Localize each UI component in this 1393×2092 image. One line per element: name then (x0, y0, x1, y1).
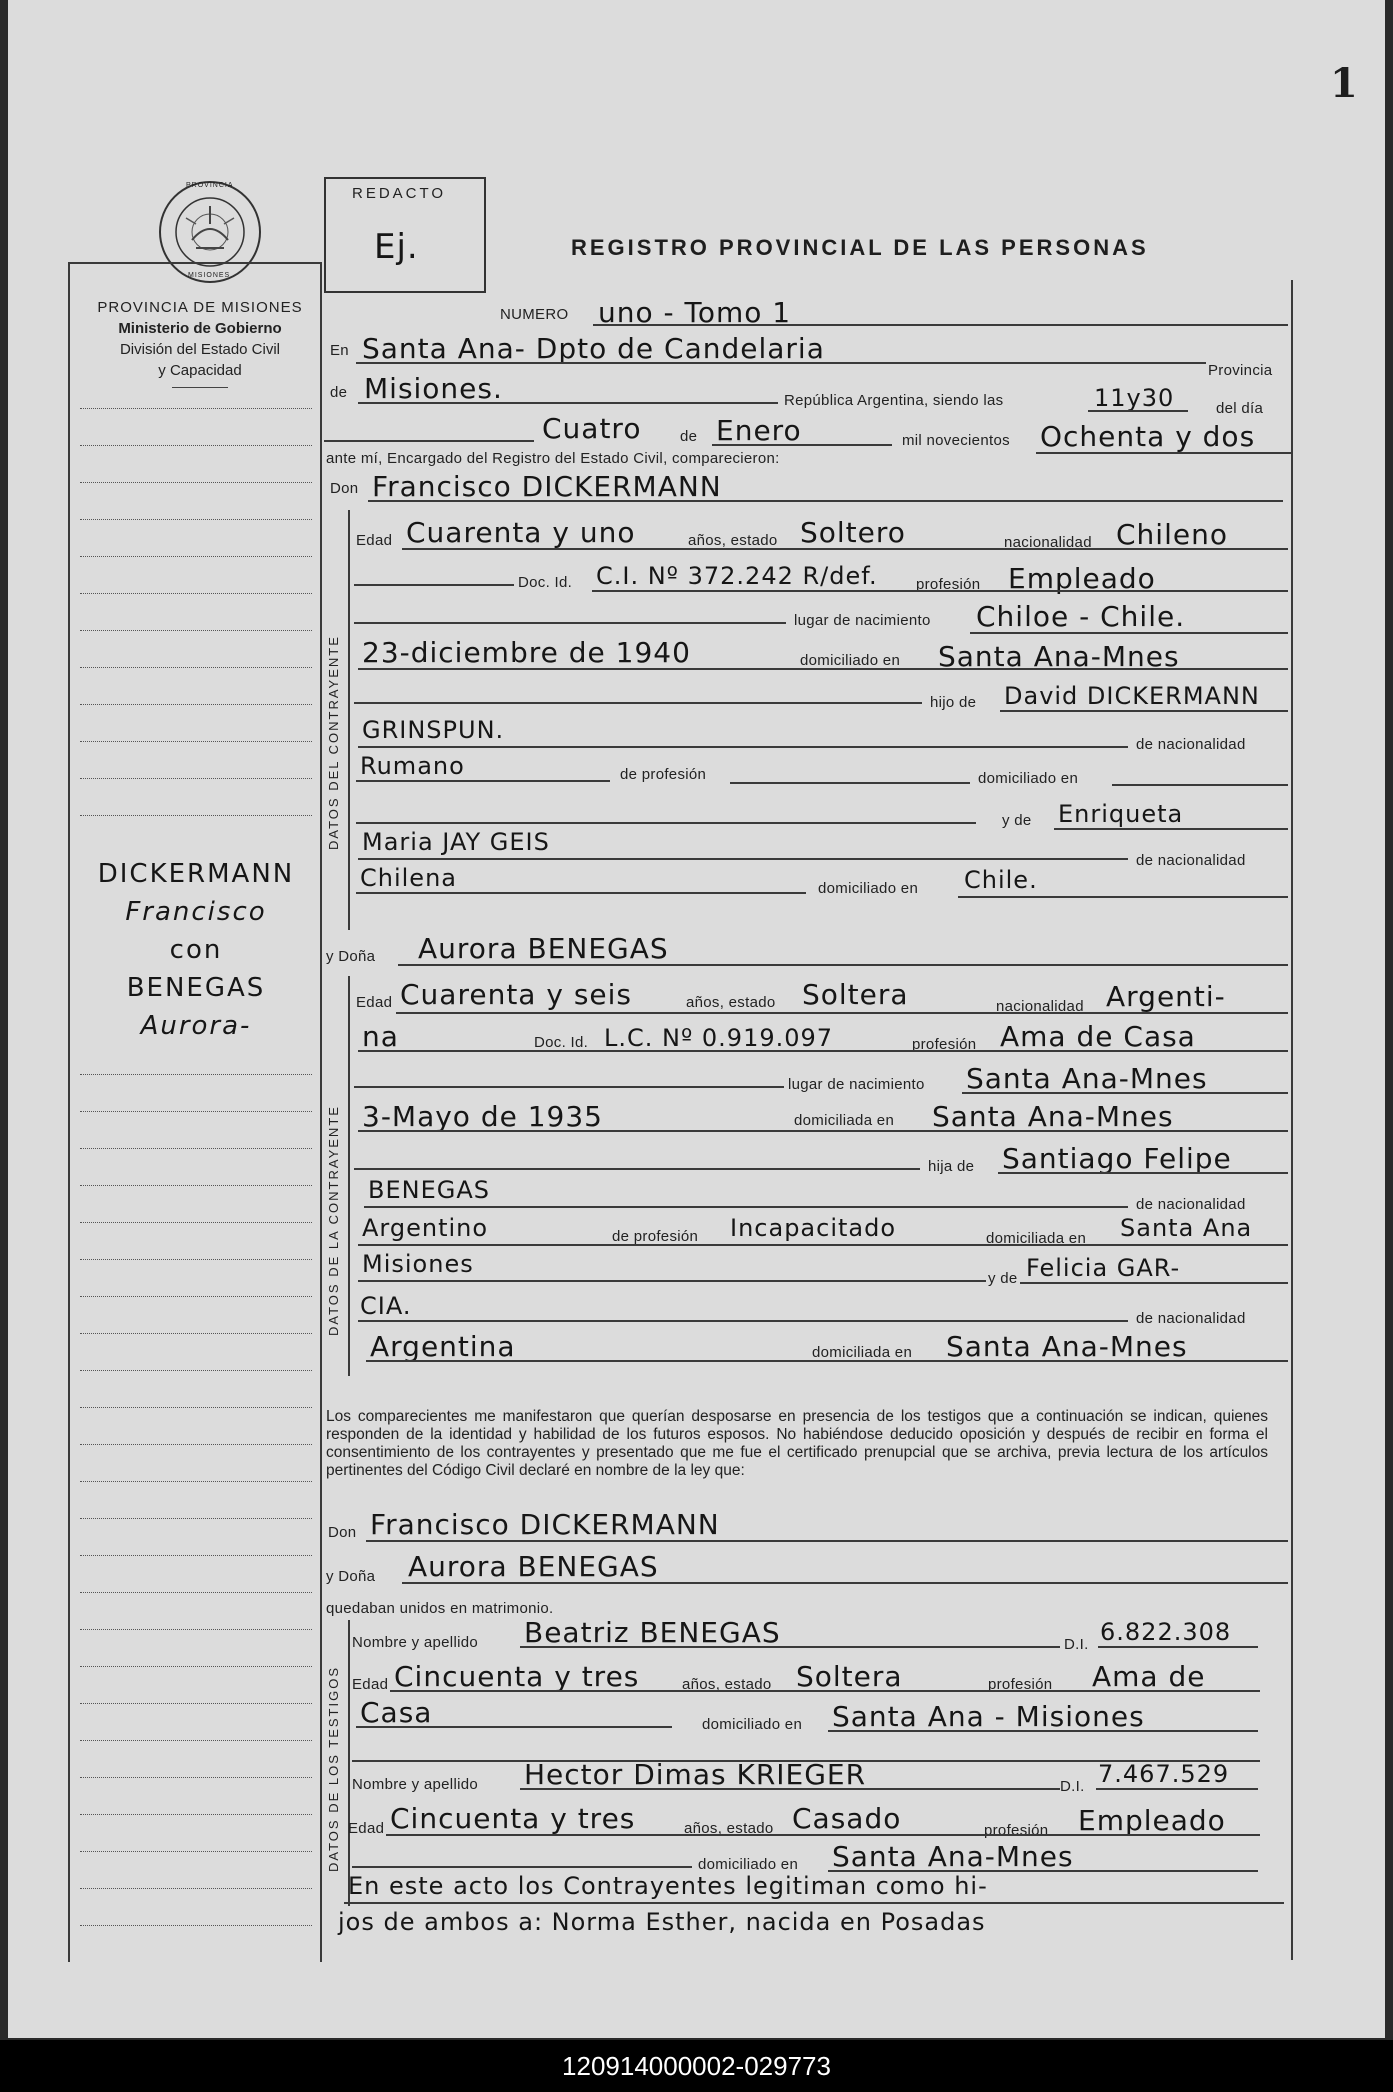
margin-left-border (68, 262, 70, 1962)
numero-label: NUMERO (500, 306, 569, 323)
margin-ruled-line (80, 1148, 312, 1149)
margin-note-line: Aurora- (140, 1011, 252, 1041)
f-madre-nac-line (366, 1360, 1288, 1362)
contrayente-madre-nac: Chilena (360, 864, 457, 892)
margin-ruled-line (80, 1592, 312, 1593)
hijo-de-label: hijo de (930, 694, 977, 711)
margin-ruled-line (80, 1333, 312, 1334)
y-dona-label: y Doña (326, 948, 376, 965)
testigo1-domicilio: Santa Ana - Misiones (832, 1700, 1145, 1733)
contrayente-f-estado: Soltera (802, 978, 909, 1011)
margin-ruled-line (80, 1777, 312, 1778)
t1-dom-line (828, 1730, 1258, 1732)
contrayente-profesion: Empleado (1008, 562, 1156, 595)
office-province: PROVINCIA DE MISIONES (97, 299, 303, 316)
margin-note (74, 855, 318, 1045)
f-profesion-label: profesión (912, 1036, 977, 1053)
nota-final-line1: En este acto los Contrayentes legitiman como hi- (348, 1872, 988, 1900)
margin-ruled-line (80, 815, 312, 816)
dia-lead-line (324, 440, 534, 442)
quedaban-text: quedaban unidos en matrimonio. (326, 1600, 554, 1617)
provincial-seal (156, 178, 264, 286)
margin-ruled-line (80, 408, 312, 409)
t1-anos-estado-label: años, estado (682, 1676, 772, 1693)
margin-ruled-line (80, 445, 312, 446)
t1-domiciliado-label: domiciliado en (702, 1716, 803, 1733)
t2-nombre-line (520, 1788, 1060, 1790)
f-padre-nac-line (358, 1244, 1288, 1246)
lugar-nac-label: lugar de nacimiento (794, 612, 931, 629)
contrayente-f-profesion: Ama de Casa (1000, 1020, 1196, 1053)
profesion-label: profesión (916, 576, 981, 593)
contrayente-f-fecha-nac: 3-Mayo de 1935 (362, 1100, 603, 1133)
datos-contrayente-label: DATOS DEL CONTRAYENTE (326, 635, 341, 850)
contrayente-bracket (348, 510, 350, 930)
page-number: 1 (1330, 60, 1358, 107)
de-profesion-label: de profesión (620, 766, 707, 783)
f-de-profesion-label: de profesión (612, 1228, 699, 1245)
testigo2-nombre: Hector Dimas KRIEGER (524, 1758, 867, 1791)
madre2-line (358, 858, 1128, 860)
testigos-bracket (348, 1620, 350, 1906)
hija-de-label: hija de (928, 1158, 975, 1175)
t2-di-line (1096, 1788, 1258, 1790)
padre-dom-line (1112, 784, 1288, 786)
margin-ruled-line (80, 1703, 312, 1704)
f-padre2-line (364, 1206, 1128, 1208)
f-madre2-line (358, 1320, 1128, 1322)
contrayente-padre2: GRINSPUN. (362, 716, 505, 744)
testigo2-profesion: Empleado (1078, 1804, 1226, 1837)
f-doc-line (358, 1050, 1288, 1052)
contrayente-f-madre2: CIA. (360, 1292, 412, 1320)
contrayente-f-padre2: BENEGAS (368, 1176, 490, 1204)
testigo1-estado: Soltera (796, 1660, 903, 1693)
hijo-lead-line (354, 702, 922, 704)
office-division: División del Estado Civil (119, 341, 281, 358)
margin-ruled-line (80, 1074, 312, 1075)
hija-lead-line (354, 1168, 920, 1170)
margin-ruled-line (80, 1666, 312, 1667)
mes-line (712, 444, 892, 446)
testigo1-nombre: Beatriz BENEGAS (524, 1616, 781, 1649)
margin-ruled-line (80, 1222, 312, 1223)
testigo2-di: 7.467.529 (1098, 1760, 1230, 1788)
contrayente-f-lugar-nac: Santa Ana-Mnes (966, 1062, 1208, 1095)
margin-ruled-line (80, 630, 312, 631)
padre-nac-line (356, 780, 610, 782)
margin-ruled-line (80, 1444, 312, 1445)
t2-profesion-label: profesión (984, 1822, 1049, 1839)
office-ministry: Ministerio de Gobierno (118, 320, 282, 337)
margin-ruled-line (80, 593, 312, 594)
margin-ruled-line (80, 1740, 312, 1741)
margin-ruled-line (80, 1185, 312, 1186)
madre-dom-line (958, 896, 1288, 898)
contrayente-f-nombre-line (398, 964, 1288, 966)
redacto-label: REDACTO (352, 185, 447, 202)
don-label: Don (330, 480, 359, 497)
f-fecha-nac-line (358, 1130, 1288, 1132)
padre2-line (358, 746, 1128, 748)
padre-prof-line (730, 782, 970, 784)
acta-mes: Enero (716, 414, 802, 447)
t1-edad-label: Edad (352, 1676, 389, 1693)
contrayente-padre-nac: Rumano (360, 752, 465, 780)
datos-testigos-label: DATOS DE LOS TESTIGOS (326, 1666, 341, 1872)
union-dona-line (402, 1582, 1288, 1584)
ante-mi-text: ante mí, Encargado del Registro del Estado Civil, comparecieron: (326, 450, 780, 467)
t2-anos-estado-label: años, estado (684, 1820, 774, 1837)
domiciliado-label: domiciliado en (800, 652, 901, 669)
testigo2-domicilio: Santa Ana-Mnes (832, 1840, 1074, 1873)
f-y-de-label: y de (988, 1270, 1018, 1287)
del-dia-label: del día (1216, 400, 1264, 417)
acta-dia: Cuatro (542, 412, 642, 445)
t2-di-label: D.I. (1060, 1778, 1085, 1795)
contrayente-f-domicilio: Santa Ana-Mnes (932, 1100, 1174, 1133)
union-dona-label: y Doña (326, 1568, 376, 1585)
f-madre-de-nacionalidad-label: de nacionalidad (1136, 1310, 1246, 1327)
redacto-signature: Ej. (374, 227, 419, 267)
seal-icon (156, 178, 264, 286)
margin-ruled-line (80, 482, 312, 483)
acta-anio: Ochenta y dos (1040, 420, 1256, 453)
f-lugar-nac-label: lugar de nacimiento (788, 1076, 925, 1093)
contrayente-f-bracket (348, 976, 350, 1376)
f-domiciliada-label: domiciliada en (794, 1112, 895, 1129)
union-dona: Aurora BENEGAS (408, 1550, 659, 1583)
y-de-label: y de (1002, 812, 1032, 829)
f-lugar-nac-line (962, 1092, 1288, 1094)
madre-lead-line (356, 822, 976, 824)
declaracion-text: Los comparecientes me manifestaron que querían desposarse en presencia de los testigos que a continuación se indican, quienes responden de la identidad y habilidad de los futuros esposos. No habiéndose deducido oposición y después de recibir en forma el consentimiento de los contrayentes y presentado que me fue el certificado prenupcial que se archiva, previa lectura de los artículos pertinentes del Código Civil declaré en nombre de la ley que: (326, 1408, 1268, 1479)
t2-edad-label: Edad (348, 1820, 385, 1837)
lugar-line (356, 362, 1206, 364)
f-padre-line (998, 1172, 1288, 1174)
contrayente-f-padre: Santiago Felipe (1002, 1142, 1232, 1175)
provincia-line (358, 402, 778, 404)
f-edad-label: Edad (356, 994, 393, 1011)
t1-profesion-label: profesión (988, 1676, 1053, 1693)
margin-ruled-line (80, 556, 312, 557)
redacto-box (324, 177, 486, 293)
acta-hora: 11y30 (1094, 384, 1175, 412)
domiciliado-en-label: domiciliado en (978, 770, 1079, 787)
f-padre-dom2-line (358, 1280, 986, 1282)
hora-line (1088, 410, 1188, 412)
contrayente-doc: C.I. Nº 372.242 R/def. (596, 562, 878, 590)
republica-label: República Argentina, siendo las (784, 392, 1004, 409)
contrayente-f-nacionalidad: Argenti- (1106, 980, 1226, 1013)
contrayente-f-nombre: Aurora BENEGAS (418, 932, 669, 965)
contrayente-madre: Enriqueta (1058, 800, 1184, 828)
t2-domiciliado-label: domiciliado en (698, 1856, 799, 1873)
contrayente-nombre: Francisco DICKERMANN (372, 470, 722, 503)
contrayente-f-padre-dom: Santa Ana (1120, 1214, 1253, 1242)
numero-line (593, 324, 1288, 326)
datos-contrayente-f-label: DATOS DE LA CONTRAYENTE (326, 1105, 341, 1336)
f-anos-estado-label: años, estado (686, 994, 776, 1011)
seal-top-text: PROVINCIA (186, 182, 234, 189)
margin-ruled-line (80, 1296, 312, 1297)
contrayente-nombre-line (368, 500, 1283, 502)
margin-note-line: con (169, 935, 223, 965)
union-don-label: Don (328, 1524, 357, 1541)
contrayente-fecha-nac: 23-diciembre de 1940 (362, 636, 691, 669)
de-mes-label: de (680, 428, 698, 445)
margin-right-border (320, 262, 322, 1962)
office-divider (172, 387, 228, 388)
edad-line (402, 548, 1288, 550)
contrayente-lugar-nac: Chiloe - Chile. (976, 600, 1186, 633)
contrayente-f-edad: Cuarenta y seis (400, 978, 633, 1011)
margin-ruled-line (80, 1481, 312, 1482)
margin-ruled-line (80, 1111, 312, 1112)
margin-ruled-line (80, 1555, 312, 1556)
t2-nombre-label: Nombre y apellido (352, 1776, 478, 1793)
madre-de-nacionalidad-label: de nacionalidad (1136, 852, 1246, 869)
provincia-label: Provincia (1208, 362, 1273, 379)
testigo1-di: 6.822.308 (1100, 1618, 1232, 1646)
contrayente-f-madre: Felicia GAR- (1026, 1254, 1181, 1282)
margin-ruled-line (80, 519, 312, 520)
f-madre-domiciliada-label: domiciliada en (812, 1344, 913, 1361)
document-id-footer: 120914000002-029773 (0, 2040, 1393, 2092)
nota-line1 (344, 1902, 1284, 1904)
padre-line (1000, 710, 1288, 712)
acta-numero: uno - Tomo 1 (598, 296, 792, 329)
contrayente-f-doc: L.C. Nº 0.919.097 (604, 1024, 834, 1052)
anos-estado-label: años, estado (688, 532, 778, 549)
margin-ruled-line (80, 1851, 312, 1852)
contrayente-edad: Cuarenta y uno (406, 516, 636, 549)
margin-ruled-line (80, 704, 312, 705)
f-madre-line (1020, 1282, 1288, 1284)
t1-di-label: D.I. (1064, 1636, 1089, 1653)
margin-ruled-line (80, 1407, 312, 1408)
f-doc-label: Doc. Id. (534, 1034, 589, 1051)
testigo2-edad: Cincuenta y tres (390, 1802, 636, 1835)
nota-final-line2: jos de ambos a: Norma Esther, nacida en Posadas (338, 1908, 986, 1936)
margin-ruled-line (80, 1518, 312, 1519)
t1-nombre-label: Nombre y apellido (352, 1634, 478, 1651)
margin-note-line: BENEGAS (126, 973, 266, 1003)
doc-line (592, 590, 1288, 592)
contrayente-madre-dom: Chile. (964, 866, 1038, 894)
contrayente-f-padre-nac: Argentino (362, 1214, 489, 1242)
f-edad-line (396, 1012, 1288, 1014)
lugar-nac-lead-line (354, 622, 786, 624)
acta-provincia: Misiones. (364, 372, 503, 405)
t1-prof2-line (356, 1726, 672, 1728)
margin-ruled-line (80, 1814, 312, 1815)
right-border (1291, 280, 1293, 1960)
contrayente-f-padre-dom2: Misiones (362, 1250, 474, 1278)
f-padre-domiciliada-label: domiciliada en (986, 1230, 1087, 1247)
edad-label: Edad (356, 532, 393, 549)
acta-lugar: Santa Ana- Dpto de Candelaria (362, 332, 825, 365)
doc-lead-line (354, 584, 514, 586)
de-label: de (330, 384, 348, 401)
contrayente-estado: Soltero (800, 516, 906, 549)
t2-dom-lead-line (352, 1866, 692, 1868)
register-page (8, 0, 1385, 2038)
office-capacity: y Capacidad (158, 362, 242, 379)
madre-nac-line (356, 892, 806, 894)
mil-novecientos-label: mil novecientos (902, 432, 1010, 449)
fecha-nac-line (358, 668, 1288, 670)
f-de-nacionalidad-label: de nacionalidad (1136, 1196, 1246, 1213)
testigo1-profesion: Ama de (1092, 1660, 1206, 1693)
t1-edad-line (390, 1690, 1260, 1692)
union-don-line (366, 1540, 1288, 1542)
contrayente-nacionalidad: Chileno (1116, 518, 1228, 551)
contrayente-padre: David DICKERMANN (1004, 682, 1260, 710)
testigo1-profesion2: Casa (360, 1696, 433, 1729)
madre-line (1054, 828, 1288, 830)
contrayente-f-madre-dom: Santa Ana-Mnes (946, 1330, 1188, 1363)
margin-ruled-line (80, 1925, 312, 1926)
lugar-nac-line (970, 632, 1288, 634)
testigo1-edad: Cincuenta y tres (394, 1660, 640, 1693)
contrayente-domicilio: Santa Ana-Mnes (938, 640, 1180, 673)
union-don: Francisco DICKERMANN (370, 1508, 720, 1541)
margin-top-border (68, 262, 322, 264)
margin-ruled-line (80, 778, 312, 779)
margin-note-line: DICKERMANN (97, 859, 295, 889)
f-lugar-nac-lead-line (354, 1086, 784, 1088)
f-nacionalidad-label: nacionalidad (996, 998, 1084, 1015)
contrayente-f-nacionalidad2: na (362, 1020, 399, 1053)
margin-ruled-line (80, 1629, 312, 1630)
t2-edad-line (386, 1834, 1260, 1836)
doc-label: Doc. Id. (518, 574, 573, 591)
contrayente-madre2: Maria JAY GEIS (362, 828, 550, 856)
margin-ruled-line (80, 741, 312, 742)
margin-ruled-line (80, 1259, 312, 1260)
margin-ruled-line (80, 1888, 312, 1889)
margin-ruled-line (80, 667, 312, 668)
t1-di-line (1098, 1646, 1258, 1648)
contrayente-f-madre-nac: Argentina (370, 1330, 516, 1363)
page-title: REGISTRO PROVINCIAL DE LAS PERSONAS (571, 235, 1149, 260)
anio-line (1036, 452, 1292, 454)
de-nacionalidad-label: de nacionalidad (1136, 736, 1246, 753)
t1-nombre-line (520, 1646, 1060, 1648)
en-label: En (330, 342, 349, 359)
testigo2-estado: Casado (792, 1802, 902, 1835)
margin-ruled-line (80, 1370, 312, 1371)
margin-note-line: Francisco (125, 897, 267, 927)
seal-bottom-text: MISIONES (188, 272, 231, 279)
madre-domiciliado-label: domiciliado en (818, 880, 919, 897)
office-block (80, 297, 320, 388)
nacionalidad-label: nacionalidad (1004, 534, 1092, 551)
contrayente-f-padre-prof: Incapacitado (730, 1214, 897, 1242)
